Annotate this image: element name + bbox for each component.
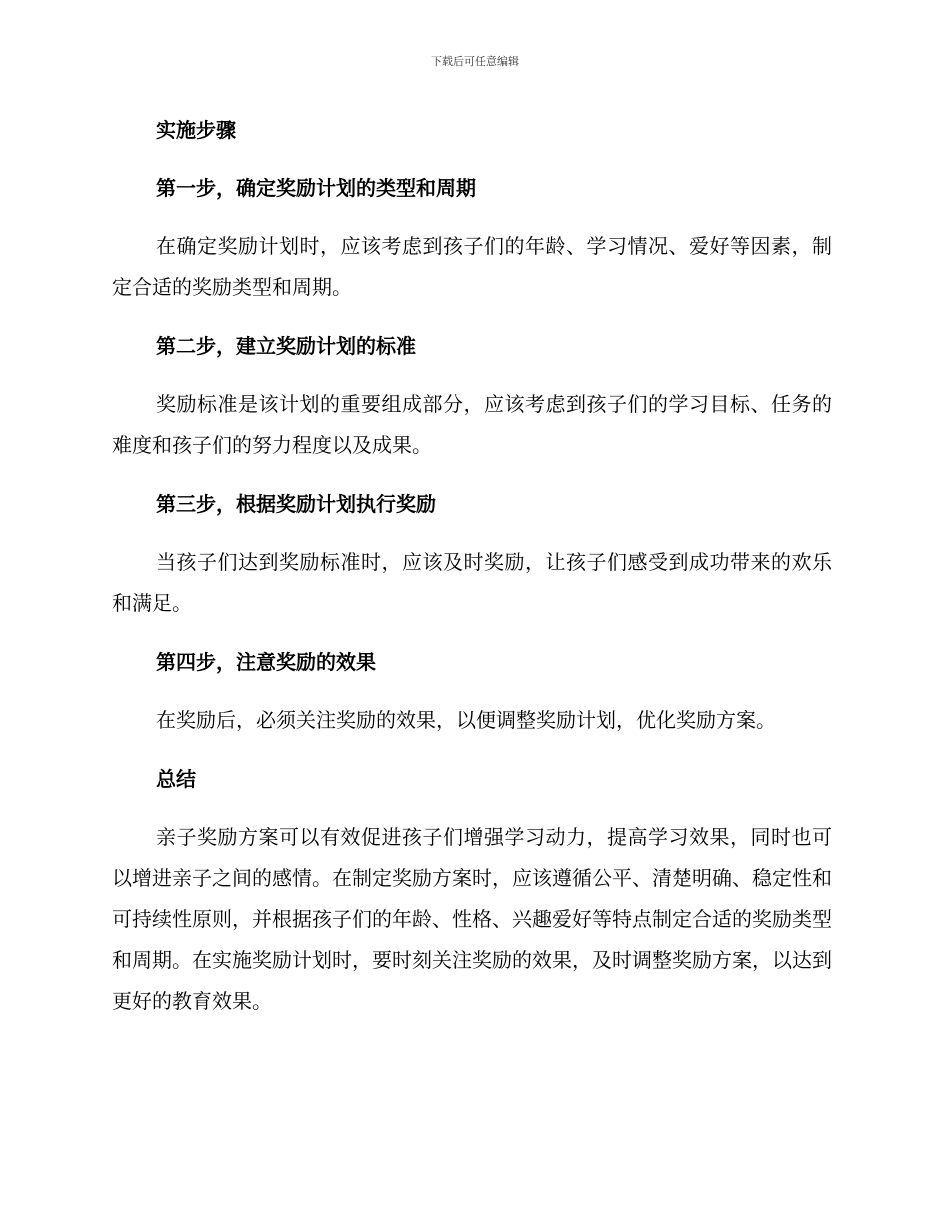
section-heading-step-two: 第二步，建立奖励计划的标准 (156, 334, 416, 358)
document-body (112, 110, 832, 1040)
section-heading-step-three: 第三步，根据奖励计划执行奖励 (156, 492, 436, 516)
paragraph-step-one: 在确定奖励计划时，应该考虑到孩子们的年龄、学习情况、爱好等因素，制定合适的奖励类型和周期。 (112, 234, 832, 299)
section-heading-step-four: 第四步，注意奖励的效果 (156, 650, 376, 674)
section-heading-implementation-steps: 实施步骤 (156, 118, 236, 142)
section-heading-step-one: 第一步，确定奖励计划的类型和周期 (156, 176, 476, 200)
header-note: 下载后可任意编辑 (431, 55, 519, 68)
paragraph-summary: 亲子奖励方案可以有效促进孩子们增强学习动力，提高学习效果，同时也可以增进亲子之间的感情。在制定奖励方案时，应该遵循公平、清楚明确、稳定性和可持续性原则，并根据孩子们的年龄、性格、兴趣爱好等特点制定合适的奖励类型和周期。在实施奖励计划时，要时刻关注奖励的效果，及时调整奖励方案，以达到更好的教育效果。 (112, 825, 832, 1013)
paragraph-step-three: 当孩子们达到奖励标准时，应该及时奖励，让孩子们感受到成功带来的欢乐和满足。 (112, 550, 832, 615)
paragraph-step-four: 在奖励后，必须关注奖励的效果，以便调整奖励计划，优化奖励方案。 (156, 708, 776, 732)
paragraph-step-two: 奖励标准是该计划的重要组成部分，应该考虑到孩子们的学习目标、任务的难度和孩子们的努力程度以及成果。 (112, 392, 832, 457)
section-heading-summary: 总结 (156, 767, 196, 791)
